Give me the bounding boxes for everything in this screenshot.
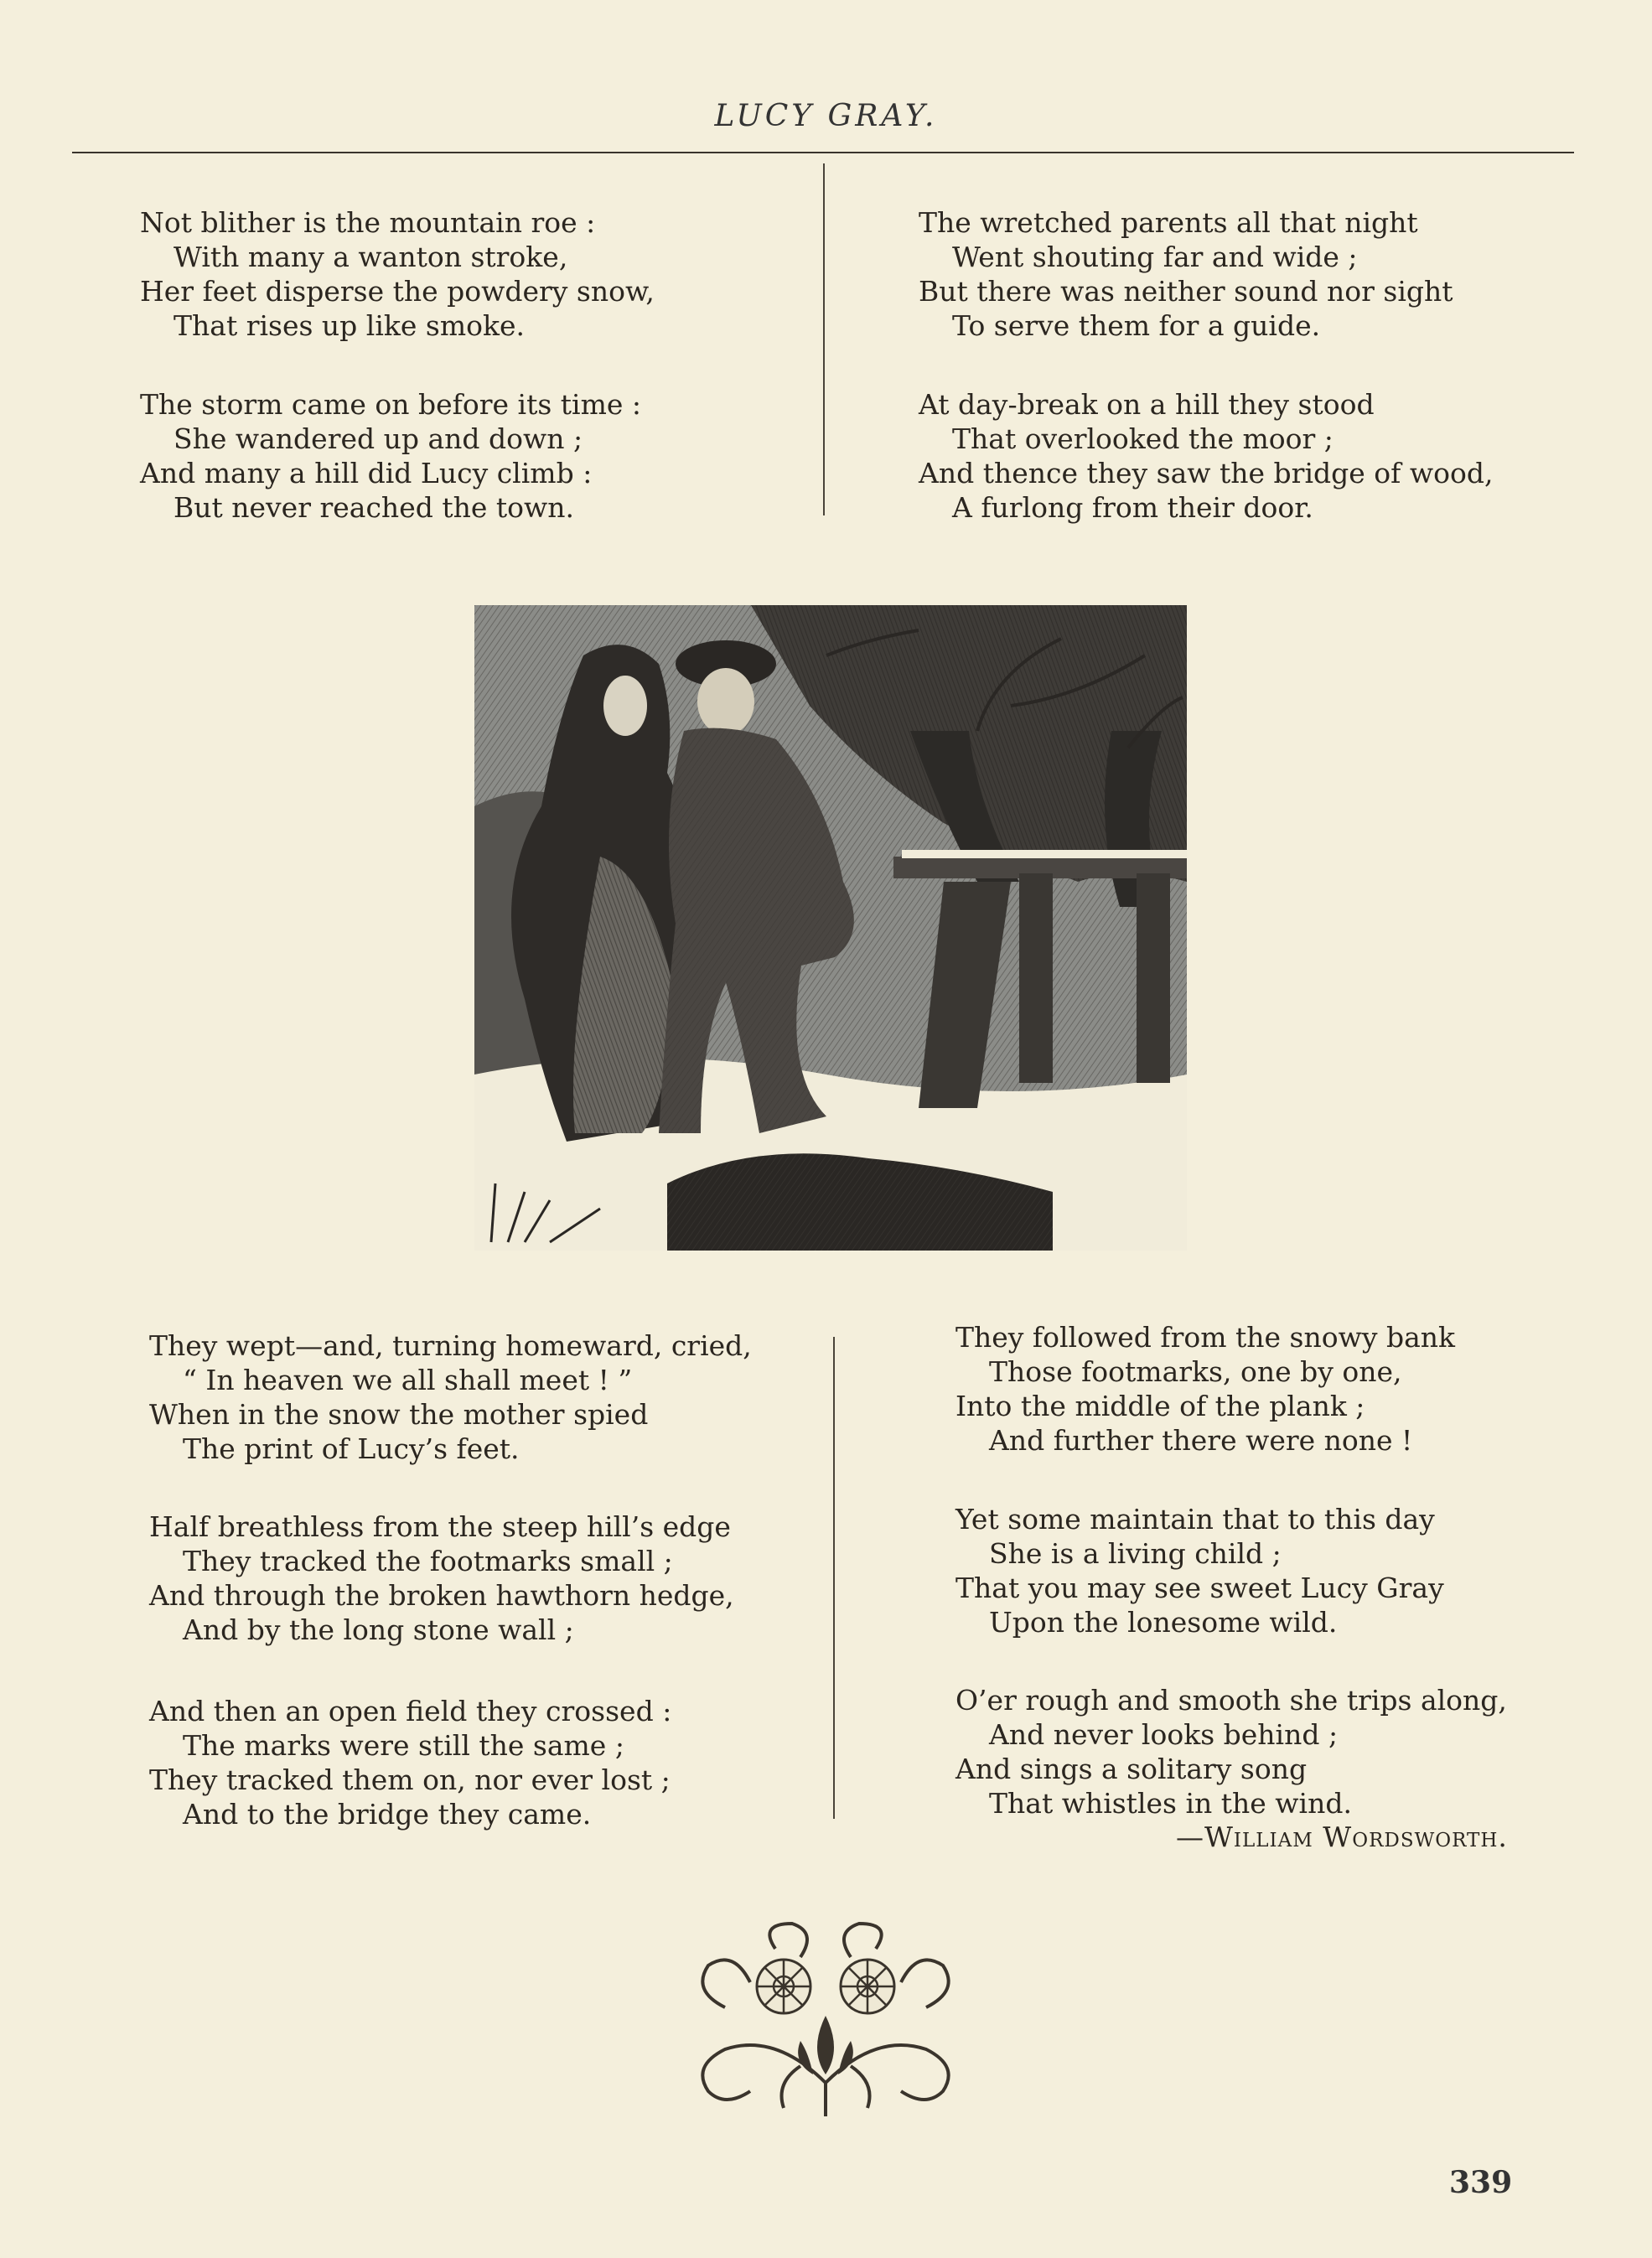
poem-line: Not blither is the mountain roe : <box>140 206 596 239</box>
poem-line: She is a living child ; <box>989 1537 1282 1570</box>
poem-line: And then an open field they crossed : <box>149 1695 672 1727</box>
poem-line: They tracked them on, nor ever lost ; <box>149 1763 671 1796</box>
column-rule-top <box>823 163 825 515</box>
poem-line: The print of Lucy’s feet. <box>183 1432 520 1465</box>
signature-first-name: William <box>1204 1820 1313 1853</box>
poem-line: Yet some maintain that to this day <box>955 1503 1435 1536</box>
poem-line: Those footmarks, one by one, <box>989 1355 1402 1388</box>
poem-line: But there was neither sound nor sight <box>919 275 1453 308</box>
signature-dash: — <box>1176 1820 1204 1853</box>
poem-line: Her feet disperse the powdery snow, <box>140 275 655 308</box>
poem-line: With many a wanton stroke, <box>173 241 568 273</box>
poem-line: To serve them for a guide. <box>952 309 1321 342</box>
poem-line: And through the broken hawthorn hedge, <box>149 1579 734 1612</box>
poem-line: That whistles in the wind. <box>989 1787 1352 1820</box>
poem-line: And by the long stone wall ; <box>183 1613 574 1646</box>
poem-line: Upon the lonesome wild. <box>989 1606 1338 1639</box>
floral-ornament-icon <box>675 1915 976 2116</box>
page-number: 339 <box>1449 2165 1513 2200</box>
signature-last-name: Wordsworth. <box>1323 1820 1508 1853</box>
stanza-top-left-1 <box>140 205 655 343</box>
stanza-bottom-right-3 <box>955 1683 1507 1820</box>
poem-line: Half breathless from the steep hill’s edge <box>149 1510 731 1543</box>
running-header-title: LUCY GRAY. <box>714 99 938 133</box>
poem-line: Went shouting far and wide ; <box>952 241 1358 273</box>
stanza-bottom-right-2 <box>955 1502 1444 1639</box>
poem-line: Into the middle of the plank ; <box>955 1390 1365 1422</box>
poem-line: When in the snow the mother spied <box>149 1398 649 1431</box>
stanza-bottom-left-1 <box>149 1328 752 1466</box>
stanza-bottom-right-1 <box>955 1320 1455 1458</box>
stanza-bottom-left-2 <box>149 1510 734 1647</box>
poem-line: And many a hill did Lucy climb : <box>140 457 593 489</box>
poem-line: The storm came on before its time : <box>140 388 641 421</box>
poem-line: But never reached the town. <box>173 491 574 524</box>
poem-line: They tracked the footmarks small ; <box>183 1545 673 1577</box>
poem-line: The wretched parents all that night <box>919 206 1418 239</box>
stanza-bottom-left-3 <box>149 1694 671 1831</box>
stanza-top-right-1 <box>919 205 1453 343</box>
poem-line: And thence they saw the bridge of wood, <box>919 457 1494 489</box>
poem-line: And to the bridge they came. <box>183 1798 592 1831</box>
poem-line: And sings a solitary song <box>955 1753 1308 1785</box>
poem-line: And never looks behind ; <box>989 1718 1339 1751</box>
poem-line: A furlong from their door. <box>952 491 1313 524</box>
header-rule <box>72 152 1574 153</box>
poem-line: “ In heaven we all shall meet ! ” <box>183 1364 633 1396</box>
poem-line: That overlooked the moor ; <box>952 422 1334 455</box>
poem-line: At day-break on a hill they stood <box>919 388 1375 421</box>
poem-line: They wept—and, turning homeward, cried, <box>149 1329 752 1362</box>
poem-line: The marks were still the same ; <box>183 1729 624 1762</box>
engraving-illustration <box>474 605 1187 1251</box>
poem-line: She wandered up and down ; <box>173 422 583 455</box>
poem-line: That rises up like smoke. <box>173 309 526 342</box>
poem-line: And further there were none ! <box>989 1424 1413 1457</box>
column-rule-bottom <box>833 1337 835 1819</box>
author-signature <box>1176 1820 1508 1853</box>
stanza-top-right-2 <box>919 387 1493 525</box>
poem-line: They followed from the snowy bank <box>955 1321 1456 1354</box>
stanza-top-left-2 <box>140 387 641 525</box>
poem-line: O’er rough and smooth she trips along, <box>955 1684 1507 1717</box>
poem-line: That you may see sweet Lucy Gray <box>955 1572 1444 1604</box>
